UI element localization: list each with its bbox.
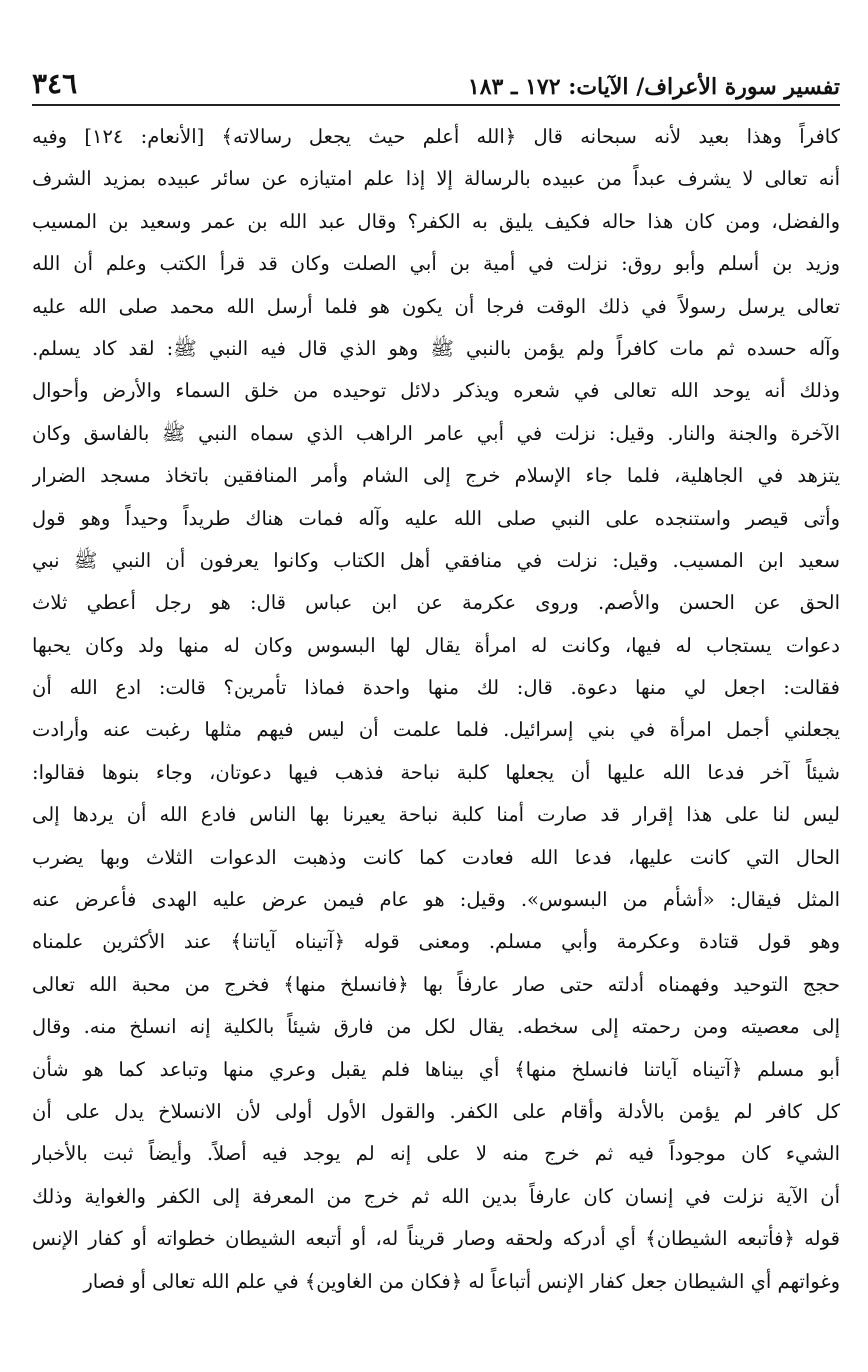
- text-line: المثل فيقال: «أشأم من البسوس». وقيل: هو عام فيمن عرض عليه الهدى فأعرض عنه: [32, 888, 840, 912]
- text-line: قوله ﴿فأتبعه الشيطان﴾ أي أدركه ولحقه وصار قريناً له، أو أتبعه الشيطان خطواته أو كفار الإنس: [32, 1227, 840, 1251]
- text-line: كافراً وهذا بعيد لأنه سبحانه قال ﴿الله أعلم حيث يجعل رسالاته﴾ [الأنعام: ١٢٤] وفيه: [32, 125, 840, 148]
- page-header: [32, 56, 840, 106]
- text-line: وغواتهم أي الشيطان جعل كفار الإنس أتباعاً له ﴿فكان من الغاوين﴾ في علم الله تعالى أو فصار: [83, 1269, 840, 1293]
- text-line: الحق عن الحسن والأصم. وروى عكرمة عن ابن عباس قال: هو رجل أعطي ثلاث: [32, 591, 840, 615]
- body-text: [32, 116, 840, 1303]
- text-line: وزيد بن أسلم وأبو روق: نزلت في أمية بن أبي الصلت وكان قد قرأ الكتب وعلم أن الله: [32, 252, 840, 276]
- text-line: أن الآية نزلت في إنسان كان عارفاً بدين الله ثم خرج من المعرفة إلى الكفر والغواية وذلك: [32, 1184, 840, 1208]
- text-line: يتزهد في الجاهلية، فلما جاء الإسلام خرج إلى الشام وأمر المنافقين باتخاذ مسجد الضرار: [32, 464, 840, 488]
- text-line: سعيد ابن المسيب. وقيل: نزلت في منافقي أهل الكتاب وكانوا يعرفون أن النبي ﷺ نبي: [32, 548, 840, 572]
- text-line: الشيء كان موجوداً فيه ثم خرج منه لا على إنه لم يوجد فيه أصلاً. وأيضاً ثبت بالأخبار: [32, 1142, 840, 1166]
- text-line: وآله حسده ثم مات كافراً ولم يؤمن بالنبي ﷺ وهو الذي قال فيه النبي ﷺ: لقد كاد يسلم.: [32, 336, 840, 360]
- text-line: حجج التوحيد وفهمناه أدلته حتى صار عارفاً بها ﴿فانسلخ منها﴾ فخرج من محبة الله تعالى: [32, 972, 840, 996]
- page-number: ٣٤٦: [32, 67, 78, 100]
- text-line: فقالت: اجعل لي منها دعوة. قال: لك منها واحدة فماذا تأمرين؟ قالت: ادع الله أن: [32, 676, 840, 700]
- text-line: وهو قول قتادة وعكرمة وأبي مسلم. ومعنى قوله ﴿آتيناه آياتنا﴾ عند الأكثرين علمناه: [32, 930, 840, 954]
- text-line: وأتى قيصر واستنجده على النبي صلى الله عليه وآله فمات هناك طريداً وحيداً وهو قول: [32, 506, 840, 530]
- text-line: ليس لنا على هذا إقرار قد صارت أمنا كلبة نباحة يعيرنا بها الناس فادع الله أن يردها إلى: [32, 803, 840, 827]
- text-line: كل كافر لم يؤمن بالأدلة وأقام على الكفر. والقول الأول أولى لأن الانسلاخ يدل على أن: [32, 1099, 840, 1123]
- text-line: أنه تعالى لا يشرف عبداً من عبيده بالرسالة إلا إذا علم امتيازه عن سائر عبيده بمزيد الشرف: [32, 167, 840, 191]
- text-line: شيئاً آخر فدعا الله عليها أن يجعلها كلبة نباحة فذهب فيها دعوتان، وجاء بنوها فقالوا:: [32, 760, 840, 784]
- text-line: الآخرة والجنة والنار. وقيل: نزلت في أبي عامر الراهب الذي سماه النبي ﷺ بالفاسق وكان: [32, 421, 840, 445]
- text-line: الحال التي كانت عليها، فدعا الله فعادت كما كانت وذهبت الدعوات الثلاث وبها يضرب: [32, 845, 840, 869]
- text-line: وذلك أنه يوحد الله تعالى في شعره ويذكر دلائل توحيده من خلق السماء والأرض وأحوال: [32, 379, 840, 403]
- text-line: والفضل، ومن كان هذا حاله فكيف يليق به الكفر؟ وقال عبد الله بن عمر وسعيد بن المسيب: [32, 209, 840, 233]
- text-line: يجعلني أجمل امرأة في بني إسرائيل. فلما علمت أن ليس فيهم مثلها رغبت عنه وأرادت: [32, 718, 840, 742]
- text-line: تعالى يرسل رسولاً في ذلك الوقت فرجا أن يكون هو فلما أرسل الله محمد صلى الله عليه: [32, 294, 840, 318]
- text-line: إلى معصيته ومن رحمته إلى سخطه. يقال لكل من فارق شيئاً بالكلية إنه انسلخ منه. وقال: [32, 1015, 840, 1039]
- text-line: دعوات يستجاب له فيها، وكانت له امرأة يقال لها البسوس وكان له منها ولد وكان يحبها: [32, 633, 840, 657]
- running-title: تفسير سورة الأعراف/ الآيات: ١٧٢ ـ ١٨٣: [467, 74, 840, 100]
- text-line: أبو مسلم ﴿آتيناه آياتنا فانسلخ منها﴾ أي بيناها فلم يقبل وعري منها وتباعد كما هو شأن: [32, 1057, 840, 1081]
